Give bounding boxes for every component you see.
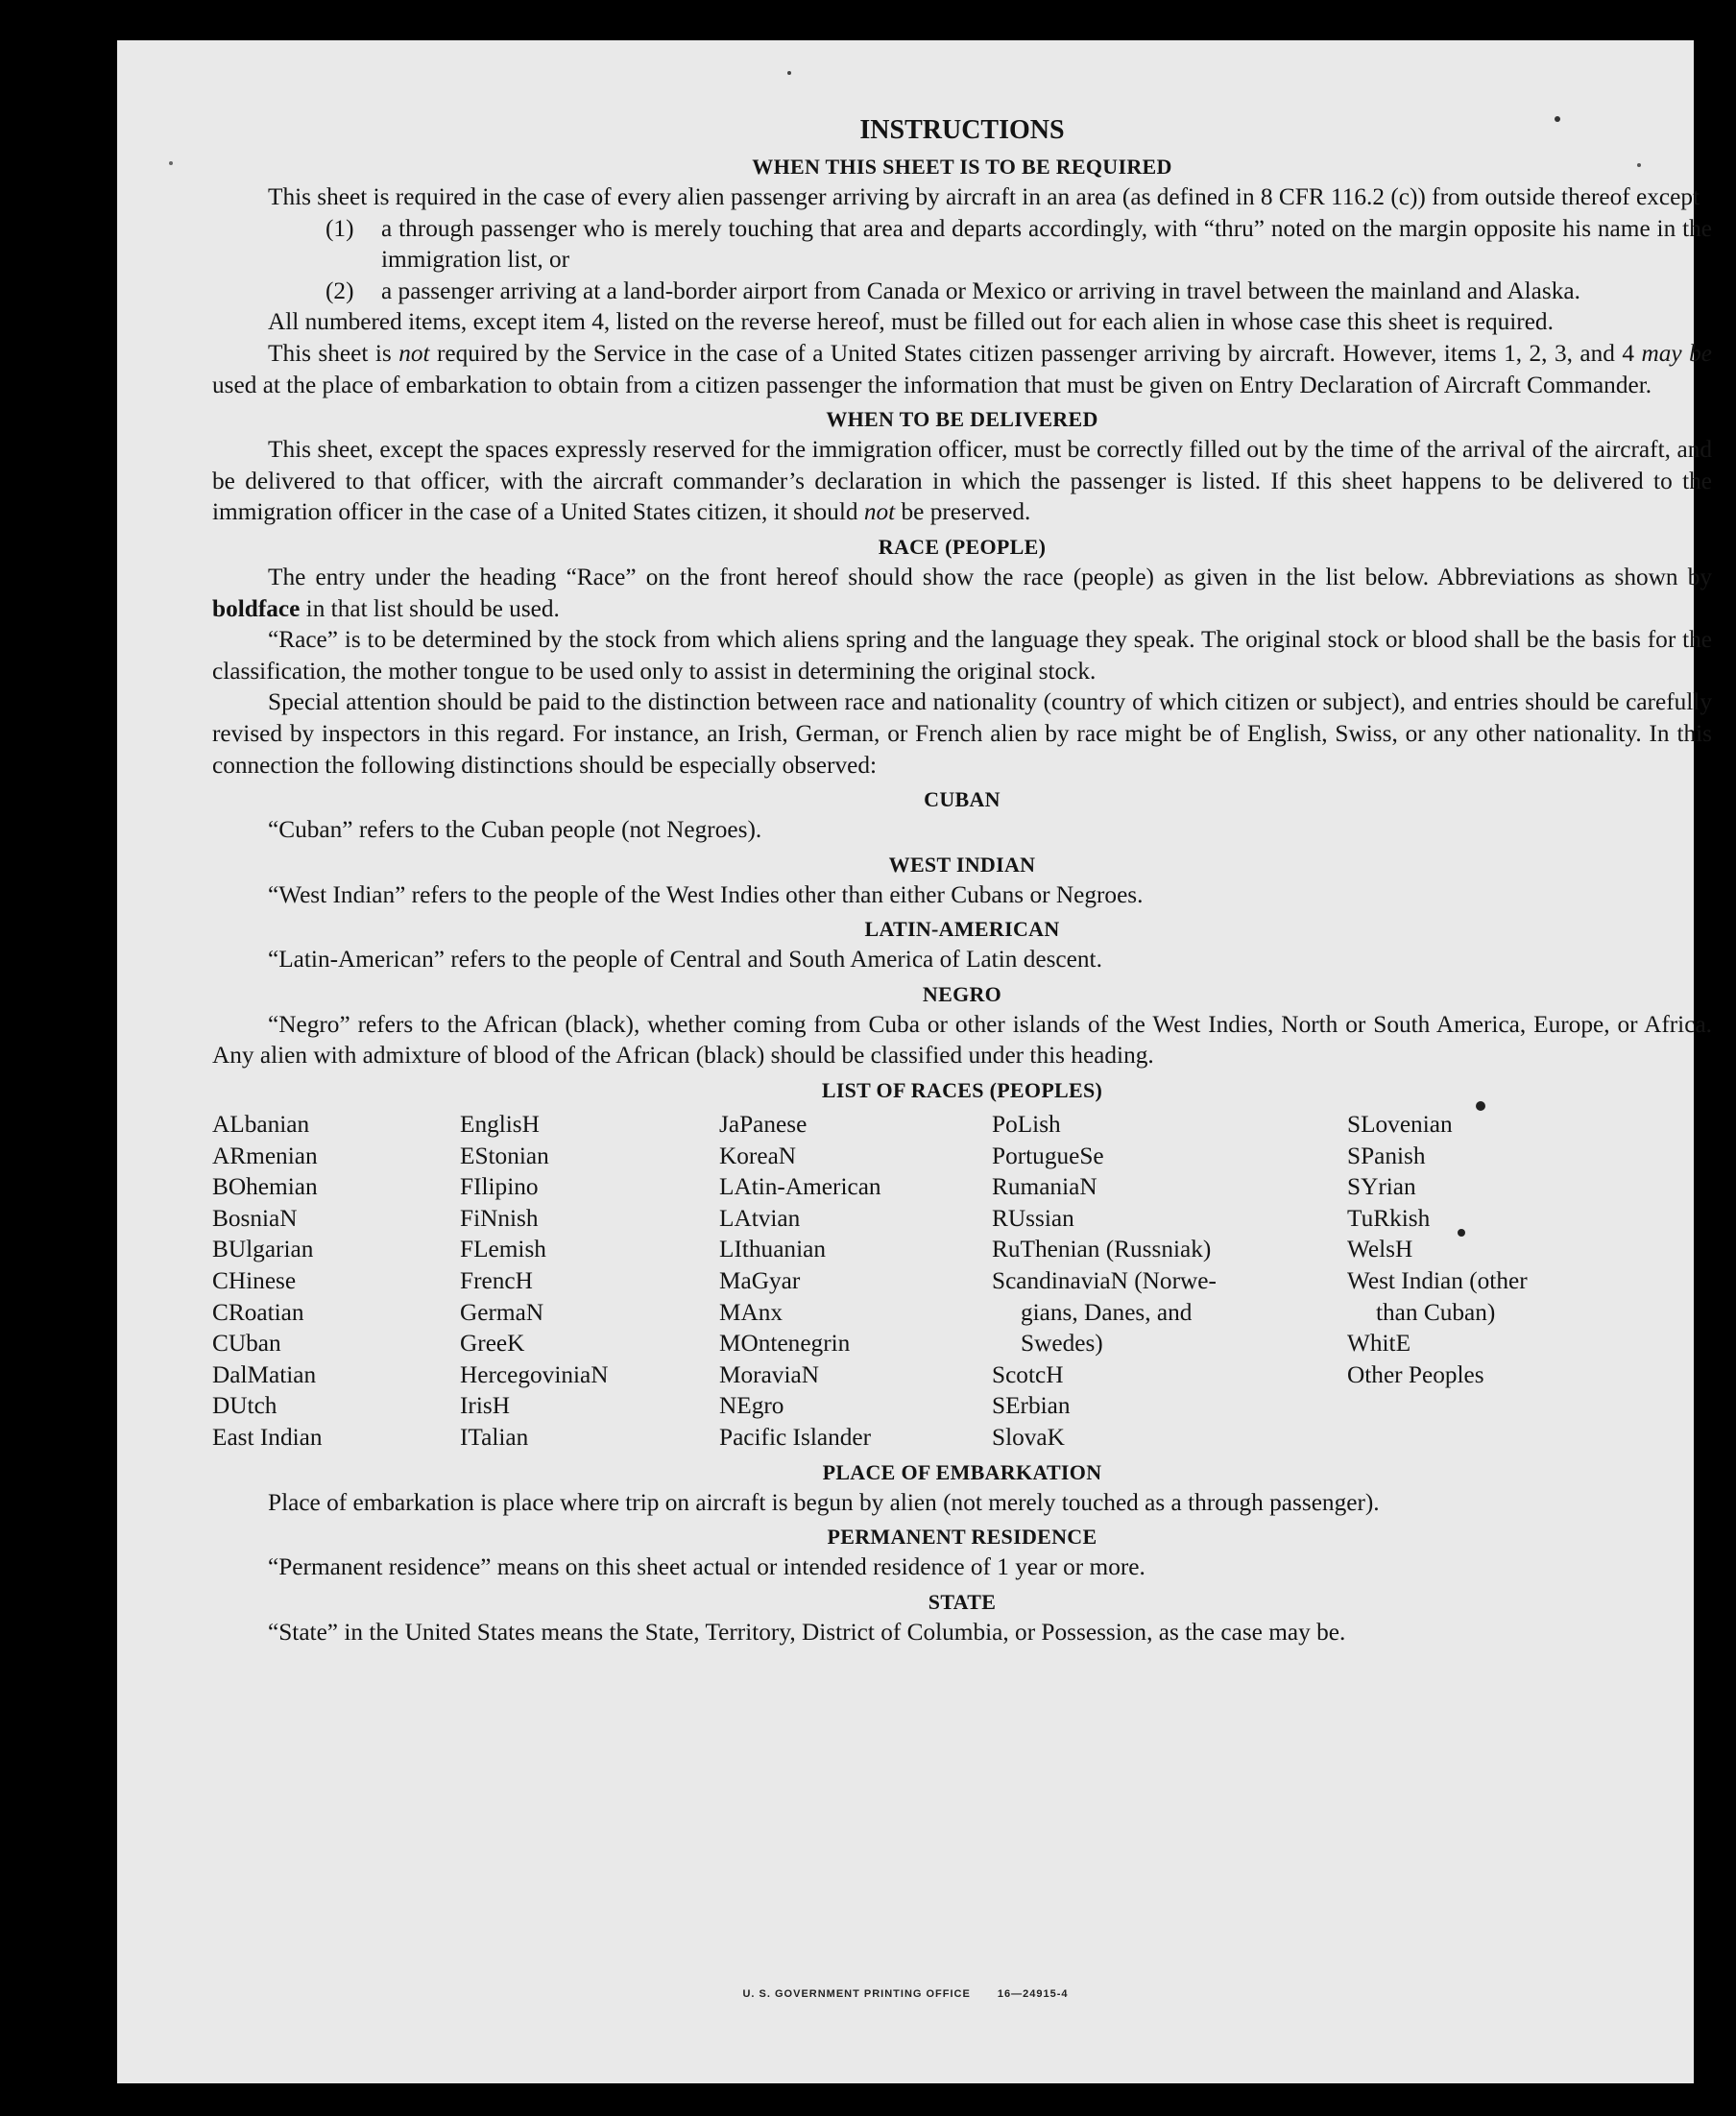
race-entry: WhitE xyxy=(1347,1330,1411,1358)
italic-run: may be xyxy=(1641,339,1712,367)
race-entry: PortugueSe xyxy=(992,1142,1104,1169)
race-entry: FLemish xyxy=(460,1236,546,1263)
exception-number: (2) xyxy=(326,277,354,304)
race-entry: Pacific Islander xyxy=(719,1424,872,1451)
section-heading-state: STATE xyxy=(928,1589,997,1614)
race-entry: ScotcH xyxy=(992,1360,1064,1388)
races-column xyxy=(1347,1109,1597,1454)
subheading-west-indian: WEST INDIAN xyxy=(888,852,1036,877)
italic-run: not xyxy=(863,498,896,526)
race-entry: GermaN xyxy=(460,1298,544,1326)
race-entry: DalMatian xyxy=(212,1360,317,1388)
paragraph-embarkation: Place of embarkation is place where trip on aircraft is begun by alien (not merely touched as a through passenger). xyxy=(268,1488,1380,1516)
race-entry: MAnx xyxy=(719,1298,784,1326)
races-column xyxy=(460,1109,719,1454)
italic-run: not xyxy=(398,339,430,367)
definition-latin-american: “Latin-American” refers to the people of Central and South America of Latin descent. xyxy=(268,946,1102,974)
text-run: required by the Service in the case of a United States citizen passenger arriving by aircraft. However, items 1, 2, 3, and 4 xyxy=(429,339,1642,367)
subheading-latin-american: LATIN-AMERICAN xyxy=(864,917,1060,942)
paragraph-residence: “Permanent residence” means on this sheet actual or intended residence of 1 year or more. xyxy=(268,1553,1145,1581)
race-entry: DUtch xyxy=(212,1392,277,1420)
race-entry: IrisH xyxy=(460,1392,510,1420)
section-heading-when-delivered: WHEN TO BE DELIVERED xyxy=(826,407,1098,432)
race-entry: EStonian xyxy=(460,1142,549,1169)
definition-negro: “Negro” refers to the African (black), whether coming from Cuba or other islands of the West Indies, North or South America, Europe, or Africa. Any alien with admixture of blood of the African (black) should be classified under this heading. xyxy=(212,1010,1712,1070)
definition-west-indian: “West Indian” refers to the people of the West Indies other than either Cubans or Negroes. xyxy=(268,880,1144,908)
race-entry: RUssian xyxy=(992,1204,1074,1232)
race-entry: LAtvian xyxy=(719,1204,801,1232)
race-entry: RuThenian (Russniak) xyxy=(992,1236,1212,1263)
race-entry: LIthuanian xyxy=(719,1236,826,1263)
section-heading-embarkation: PLACE OF EMBARKATION xyxy=(822,1459,1102,1484)
race-entry: MoraviaN xyxy=(719,1360,819,1388)
races-column xyxy=(992,1109,1347,1454)
races-column xyxy=(212,1109,460,1454)
paragraph-required: This sheet is required in the case of every alien passenger arriving by aircraft in an area (as defined in 8 CFR 116.2 (c)) from outside thereof except xyxy=(268,183,1700,210)
race-entry: FIlipino xyxy=(460,1173,539,1201)
race-entry: ITalian xyxy=(460,1424,529,1451)
form-code: 16—24915-4 xyxy=(997,1988,1069,2000)
race-entry: LAtin-American xyxy=(719,1173,881,1201)
exception-number: (1) xyxy=(326,214,354,242)
race-entry: KoreaN xyxy=(719,1142,797,1169)
text-run: The entry under the heading “Race” on the front hereof should show the race (people) as given in the list below. Abbreviations as shown by xyxy=(268,563,1712,590)
race-entry: West Indian (other xyxy=(1347,1267,1528,1295)
race-entry: SPanish xyxy=(1347,1142,1426,1169)
race-entry: NEgro xyxy=(719,1392,784,1420)
paragraph-race-stock: “Race” is to be determined by the stock from which aliens spring and the language they speak. The original stock or blood shall be the basis for the classification, the mother tongue to be used only to assist in determining the original stock. xyxy=(212,626,1712,685)
printer-imprint xyxy=(117,1988,1694,2000)
race-entry: SLovenian xyxy=(1347,1111,1453,1139)
definition-cuban: “Cuban” refers to the Cuban people (not Negroes). xyxy=(268,816,762,844)
race-entry: ARmenian xyxy=(212,1142,318,1169)
race-entry: SlovaK xyxy=(992,1424,1065,1451)
paragraph-citizen xyxy=(212,338,1712,400)
races-list xyxy=(212,1109,1712,1454)
bold-run: boldface xyxy=(212,594,301,622)
race-entry: ScandinaviaN (Norwe- xyxy=(992,1267,1217,1295)
race-entry: MOntenegrin xyxy=(719,1330,851,1358)
paragraph-state: “State” in the United States means the State, Territory, District of Columbia, or Possession, as the case may be. xyxy=(268,1618,1346,1646)
race-entry: SErbian xyxy=(992,1392,1071,1420)
paragraph-numbered-items: All numbered items, except item 4, listed on the reverse hereof, must be filled out for each alien in whose case this sheet is required. xyxy=(268,308,1554,336)
paragraph-delivery xyxy=(212,434,1712,528)
exception-item-2 xyxy=(212,276,1712,307)
paragraph-race-entry xyxy=(212,562,1712,624)
instructions-content xyxy=(212,113,1712,1647)
exception-item-1 xyxy=(212,213,1712,276)
race-entry: BOhemian xyxy=(212,1173,318,1201)
race-entry-continued: Swedes) xyxy=(1021,1330,1103,1358)
text-run: This sheet, except the spaces expressly reserved for the immigration officer, must be correctly filled out by the time of the arrival of the aircraft, and be delivered to that officer, with the aircraft commander’s declaration in which the passenger is listed. If this sheet happens to be delivered to the immigration officer in the case of a United States citizen, it should xyxy=(212,436,1712,526)
race-entry-continued: than Cuban) xyxy=(1376,1298,1496,1326)
race-entry: HercegoviniaN xyxy=(460,1360,609,1388)
printer-name: U. S. GOVERNMENT PRINTING OFFICE xyxy=(742,1988,971,2000)
subheading-negro: NEGRO xyxy=(922,981,1002,1006)
text-run: This sheet is xyxy=(268,339,399,367)
race-entry: BosniaN xyxy=(212,1204,298,1232)
subheading-cuban: CUBAN xyxy=(924,787,1001,812)
race-entry: BUlgarian xyxy=(212,1236,314,1263)
text-run: be preserved. xyxy=(895,498,1031,526)
race-entry: CUban xyxy=(212,1330,281,1358)
race-entry-continued: gians, Danes, and xyxy=(1021,1298,1193,1326)
race-entry: MaGyar xyxy=(719,1267,801,1295)
section-heading-residence: PERMANENT RESIDENCE xyxy=(827,1525,1097,1550)
race-entry: GreeK xyxy=(460,1330,525,1358)
race-entry: WelsH xyxy=(1347,1236,1413,1263)
race-entry: CRoatian xyxy=(212,1298,304,1326)
text-run: in that list should be used. xyxy=(300,594,560,622)
section-heading-when-required: WHEN THIS SHEET IS TO BE REQUIRED xyxy=(752,155,1172,179)
race-entry: CHinese xyxy=(212,1267,297,1295)
race-entry: Other Peoples xyxy=(1347,1360,1484,1388)
exception-text: a through passenger who is merely touching that area and departs accordingly, with “thru” noted on the margin opposite his name in the immigration list, or xyxy=(381,214,1712,274)
race-entry: FrencH xyxy=(460,1267,533,1295)
race-entry: RumaniaN xyxy=(992,1173,1097,1201)
section-heading-race: RACE (PEOPLE) xyxy=(878,534,1047,559)
race-entry: TuRkish xyxy=(1347,1204,1431,1232)
race-entry: East Indian xyxy=(212,1424,323,1451)
page-title: INSTRUCTIONS xyxy=(859,115,1065,145)
races-column xyxy=(719,1109,992,1454)
race-entry: JaPanese xyxy=(719,1111,808,1139)
exception-text: a passenger arriving at a land-border airport from Canada or Mexico or arriving in travel between the mainland and Alaska. xyxy=(381,277,1580,304)
race-entry: ALbanian xyxy=(212,1111,310,1139)
race-entry: SYrian xyxy=(1347,1173,1416,1201)
text-run: used at the place of embarkation to obtain from a citizen passenger the information that must be given on Entry Declaration of Aircraft Commander. xyxy=(212,371,1652,398)
list-of-races-heading: LIST OF RACES (PEOPLES) xyxy=(821,1078,1103,1103)
race-entry: EnglisH xyxy=(460,1111,540,1139)
race-entry: PoLish xyxy=(992,1111,1061,1139)
document-sheet xyxy=(117,40,1712,2083)
race-entry: FiNnish xyxy=(460,1204,539,1232)
paragraph-race-nationality: Special attention should be paid to the distinction between race and nationality (country of which citizen or subject), and entries should be carefully revised by inspectors in this regard. For instance, an Irish, German, or French alien by race might be of English, Swiss, or any other nationality. In this connection the following distinctions should be especially observed: xyxy=(212,688,1712,779)
